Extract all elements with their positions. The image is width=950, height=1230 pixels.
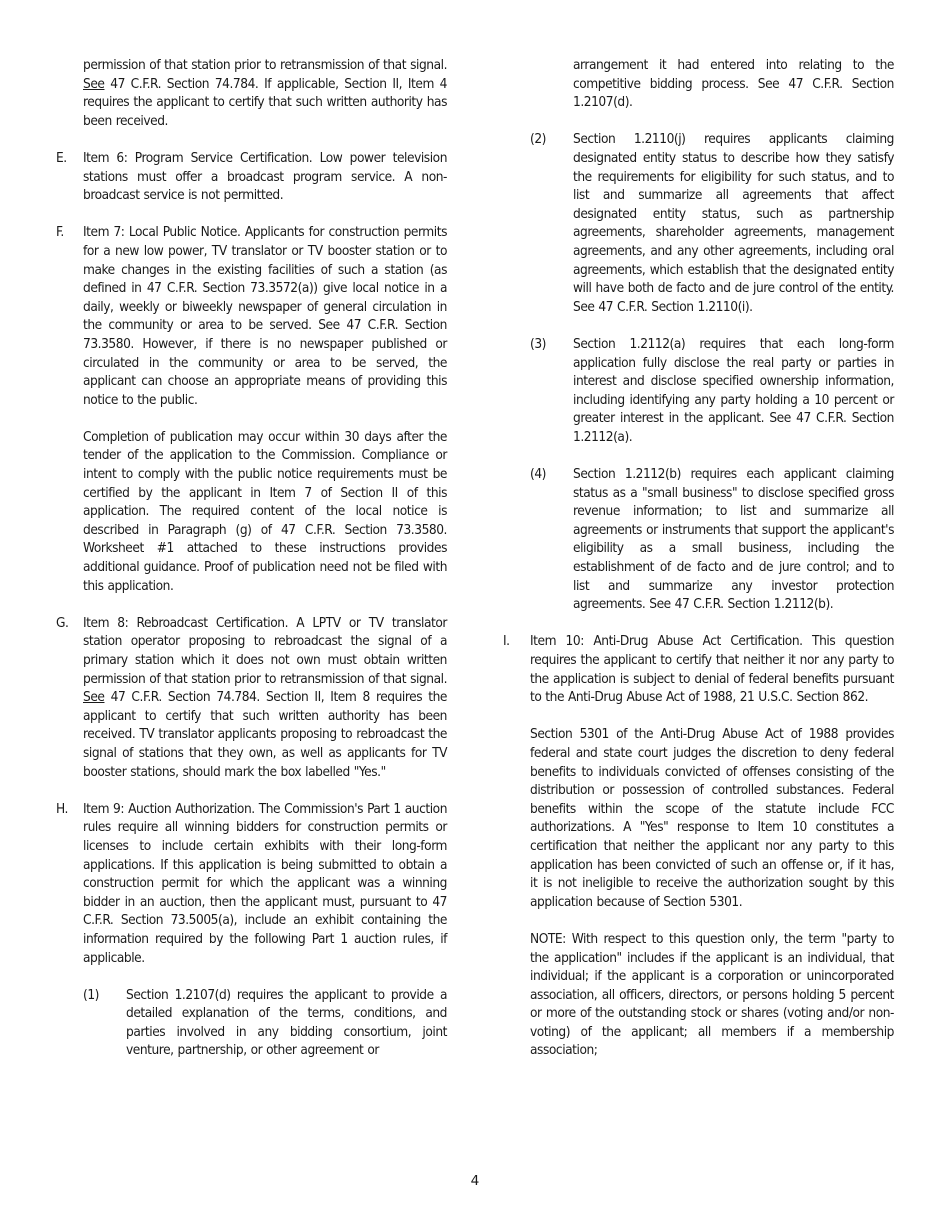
item-h-sub-4 [530, 465, 894, 614]
item-g-label: G. [56, 614, 69, 631]
item-i [503, 632, 894, 706]
intro-text-a: permission of that station prior to retransmission of that signal. [83, 57, 447, 73]
item-e-label: E. [56, 149, 67, 166]
item-g-text-b: 47 C.F.R. Section 74.784. Section II, Item 8 requires the applicant to certify that such written authority has been received. TV translator applicants proposing to rebroadcast the signal of stations that they own, as well as applicants for TV booster stations, should mark the box labelled "Yes." [83, 689, 447, 780]
item-i-label: I. [503, 633, 510, 650]
item-g-text-a: Item 8: Rebroadcast Certification. A LPTV or TV translator station operator proposing to rebroadcast the signal of a primary station which it does not own must obtain written permission of that station prior to retransmission of that signal. [83, 614, 447, 687]
sub-1-text: Section 1.2107(d) requires the applicant to provide a detailed explanation of the terms, conditions, and parties involved in any bidding consortium, joint venture, partnership, or other agreement or [126, 986, 447, 1059]
item-h-label: H. [56, 800, 68, 817]
item-i-continued: Section 5301 of the Anti-Drug Abuse Act of 1988 provides federal and state court judges the discretion to deny federal benefits to individuals convicted of offenses consisting of the distribution or possession of controlled substances. Federal benefits within the scope of the statute include FCC authorizations. A "Yes" response to Item 10 constitutes a certification that neither the applicant nor any party to this application has been convicted of such an offense or, if it has, it is not ineligible to receive the authorization sought by this application because of Section 5301. [530, 726, 894, 910]
sub-2-text: Section 1.2110(j) requires applicants claiming designated entity status to describe how they satisfy the requirements for eligibility for such status, and to list and summarize all agreements that affect designated entity status, such as partnership agreements, shareholder agreements, management agreements, and any other agreements, including oral agreements, which establish that the designated entity will have both de facto and de jure control of the entity. See 47 C.F.R. Section 1.2110(i). [573, 131, 894, 315]
sub-3-text: Section 1.2112(a) requires that each long-form application fully disclose the real party or parties in interest and disclose specified ownership information, including identifying any party holding a 10 percent or greater interest in the applicant. See 47 C.F.R. Section 1.2112(a). [573, 335, 894, 445]
item-h-text: Item 9: Auction Authorization. The Commission's Part 1 auction rules require all winning bidders for construction permits or licenses to include certain exhibits with their long-form applications. If this application is being submitted to obtain a construction permit for which the applicant was a winning bidder in an auction, then the applicant must, pursuant to 47 C.F.R. Section 73.5005(a), include an exhibit containing the information required by the following Part 1 auction rules, if applicable. [83, 800, 447, 966]
sub-3-number: (3) [530, 335, 546, 352]
item-h [56, 800, 447, 967]
item-f-continued: Completion of publication may occur within 30 days after the tender of the application to the Commission. Compliance or intent to comply with the public notice requirements must be certified by the applicant in Item 7 of Section II of this application. The required content of the local notice is described in Paragraph (g) of 47 C.F.R. Section 73.3580. Worksheet #1 attached to these instructions provides additional guidance. Proof of publication need not be filed with this application. [83, 428, 447, 594]
intro-text-b: 47 C.F.R. Section 74.784. If applicable, Section II, Item 4 requires the applicant to certify that such written authority has been received. [83, 75, 447, 129]
page-number: 4 [470, 1173, 480, 1189]
item-i-note: NOTE: With respect to this question only, the term "party to the application" includes if the applicant is an individual, that individual; if the applicant is a corporation or unincorporated association, all officers, directors, or persons holding 5 percent or more of the outstanding stock or shares (voting and/or non-voting) of the applicant; all members if a membership association; [530, 930, 894, 1059]
sub-1-number: (1) [83, 986, 99, 1003]
left-column [56, 56, 447, 1060]
see-reference: See [83, 689, 105, 706]
item-f-text: Item 7: Local Public Notice. Applicants for construction permits for a new low power, TV translator or TV booster station or to make changes in the existing facilities of such a station (as defined in 47 C.F.R. Section 73.3572(a)) give local notice in a daily, weekly or biweekly newspaper of general circulation in the community or area to be served. See 47 C.F.R. Section 73.3580. However, if there is no newspaper published or circulated in the community or area to be served, the applicant can choose an appropriate means of providing this notice to the public. [83, 224, 447, 408]
right-column [503, 56, 894, 1060]
item-h-sub-3 [530, 335, 894, 447]
item-g [56, 614, 447, 781]
see-reference: See [83, 75, 105, 92]
item-h-sub-2 [530, 130, 894, 316]
item-h-sub-1 [83, 986, 447, 1060]
item-i-text: Item 10: Anti-Drug Abuse Act Certification. This question requires the applicant to certify that neither it nor any party to the application is subject to denial of federal benefits pursuant to the Anti-Drug Abuse Act of 1988, 21 U.S.C. Section 862. [530, 633, 894, 706]
item-f [56, 223, 447, 409]
item-e [56, 149, 447, 205]
item-h-sub-1-continued: arrangement it had entered into relating to the competitive bidding process. See 47 C.F.R. Section 1.2107(d). [573, 57, 894, 111]
intro-paragraph [83, 56, 447, 130]
sub-4-number: (4) [530, 466, 546, 483]
sub-4-text: Section 1.2112(b) requires each applicant claiming status as a "small business" to disclose specified gross revenue information; to list and summarize all agreements or instruments that support the applicant's eligibility as a small business, including the establishment of de facto and de jure control; and to list and summarize any investor protection agreements. See 47 C.F.R. Section 1.2112(b). [573, 466, 894, 613]
item-f-label: F. [56, 224, 64, 241]
item-e-text: Item 6: Program Service Certification. Low power television stations must offer a broadcast program service. A non-broadcast service is not permitted. [83, 149, 447, 204]
sub-2-number: (2) [530, 131, 546, 148]
